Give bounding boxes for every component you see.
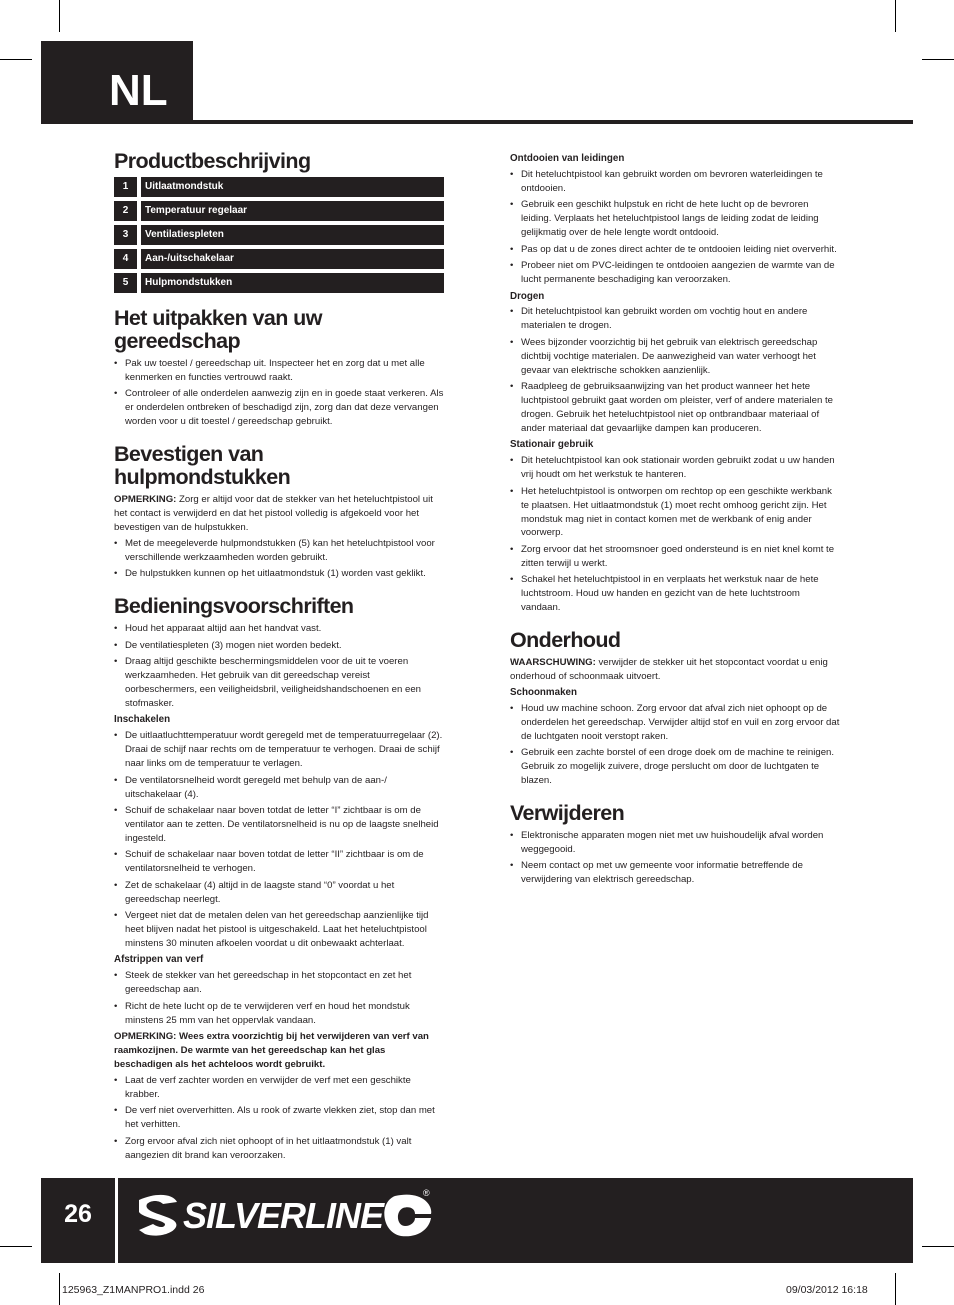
left-column bbox=[114, 150, 444, 1177]
list-item: • Houd het apparaat altijd aan het handvat vast. bbox=[114, 622, 444, 636]
list-item: • Elektronische apparaten mogen niet met uw huishoudelijk afval worden weggegooid. bbox=[510, 829, 840, 857]
bullet-list bbox=[510, 829, 840, 887]
bullet-list bbox=[114, 357, 444, 429]
list-item: • De verf niet oververhitten. Als u rook of zwarte vlekken ziet, stop dan met het verhitten. bbox=[114, 1104, 444, 1132]
subsection-title: Stationair gebruik bbox=[510, 439, 594, 451]
subsection-title: Inschakelen bbox=[114, 714, 171, 726]
list-item: • De hulpstukken kunnen op het uitlaatmondstuk (1) worden vast geklikt. bbox=[114, 567, 444, 581]
list-item: • De ventilatiespleten (3) mogen niet worden bedekt. bbox=[114, 639, 444, 653]
part-number: 5 bbox=[114, 273, 137, 293]
footer-bar bbox=[41, 1178, 913, 1263]
section-title: Productbeschrijving bbox=[114, 149, 311, 173]
list-item: • Raadpleeg de gebruiksaanwijzing van het product wanneer het hete luchtpistool gebruikt gaat worden om pleister, verf of andere materialen te drogen. Gebruik het heteluchtpistool niet op ontbrandbaar materiaal of ander materiaal dat gevaarlijke dampen kan produceren. bbox=[510, 380, 840, 436]
subsection-title: Schoonmaken bbox=[510, 686, 577, 698]
list-item: • Dit heteluchtpistool kan gebruikt worden om bevroren waterleidingen te ontdooien. bbox=[510, 168, 840, 196]
section-title: Het uitpakken van uw gereedschap bbox=[114, 306, 322, 353]
section-product bbox=[114, 150, 444, 293]
list-item: • Dit heteluchtpistool kan ook stationair worden gebruikt zodat u uw handen vrij houdt om het werkstuk te hanteren. bbox=[510, 454, 840, 482]
list-item: • Probeer niet om PVC-leidingen te ontdooien aangezien de warmte van de lucht permanente beschadiging kan veroorzaken. bbox=[510, 259, 840, 287]
bullet-list bbox=[510, 305, 840, 435]
list-item: • Pas op dat u de zones direct achter de te ontdooien leiding niet oververhit. bbox=[510, 243, 840, 257]
crop-mark bbox=[0, 1246, 32, 1247]
list-item: • Dit heteluchtpistool kan gebruikt worden om vochtig hout en andere materialen te drogen. bbox=[510, 305, 840, 333]
part-number: 2 bbox=[114, 201, 137, 221]
footer-file: 125963_Z1MANPRO1.indd 26 bbox=[62, 1284, 205, 1296]
crop-mark bbox=[922, 59, 954, 60]
list-item: • Laat de verf zachter worden en verwijder de verf met een geschikte krabber. bbox=[114, 1074, 444, 1102]
bullet-list bbox=[510, 454, 840, 615]
list-item: • De ventilatorsnelheid wordt geregeld met behulp van de aan-/ uitschakelaar (4). bbox=[114, 774, 444, 802]
list-item: • Controleer of alle onderdelen aanwezig zijn en in goede staat verkeren. Als er onderdelen ontbreken of beschadigd zijn, zorg dan dat deze vervangen worden voor u dit toestel / gereedschap gebruikt. bbox=[114, 387, 444, 429]
part-number: 1 bbox=[114, 177, 137, 197]
subsection-title: Drogen bbox=[510, 290, 545, 302]
section-operation bbox=[114, 595, 444, 1162]
silverline-logo bbox=[133, 1186, 433, 1242]
note-label: OPMERKING: bbox=[114, 494, 177, 506]
list-item: • Met de meegeleverde hulpmondstukken (5) kan het heteluchtpistool voor verschillende werkzaamheden worden gebruikt. bbox=[114, 537, 444, 565]
crop-mark bbox=[0, 59, 32, 60]
header-rule bbox=[41, 120, 913, 124]
footer-datetime: 09/03/2012 16:18 bbox=[786, 1284, 868, 1296]
part-label: Aan-/uitschakelaar bbox=[141, 249, 444, 269]
list-item: • Pak uw toestel / gereedschap uit. Inspecteer het en zorg dat u met alle kenmerken en functies vertrouwd raakt. bbox=[114, 357, 444, 385]
list-item: • Draag altijd geschikte beschermingsmiddelen voor de uit te voeren werkzaamheden. Het gebruik van dit gereedschap vereist oorbeschermers, een veiligheidsbril, veiligheidshandschoenen en een stofmasker. bbox=[114, 655, 444, 711]
warning-text: verwijder de stekker uit het stopcontact voordat u enig onderhoud of schoonmaak uitvoert. bbox=[510, 657, 828, 682]
bullet-list bbox=[114, 969, 444, 1027]
list-item: • Schakel het heteluchtpistool in en verplaats het werkstuk naar de hete luchtstroom. Houd uw handen en gezicht van de hete luchtstroom vandaan. bbox=[510, 573, 840, 615]
bullet-list bbox=[114, 729, 444, 951]
note-text: Zorg er altijd voor dat de stekker van het heteluchtpistool uit het contact is verwijderd en dat het pistool volledig is afgekoeld voor het bevestigen van de hulpstukken. bbox=[114, 494, 433, 533]
part-number: 3 bbox=[114, 225, 137, 245]
registered-mark: ® bbox=[423, 1188, 430, 1198]
list-item: • Gebruik een zachte borstel of een droge doek om de machine te reinigen. Gebruik zo mogelijk zuivere, droge perslucht om door de luchtgaten te blazen. bbox=[510, 746, 840, 788]
list-item: • Neem contact op met uw gemeente voor informatie betreffende de verwijdering van elektrisch gereedschap. bbox=[510, 859, 840, 887]
section-attach bbox=[114, 443, 444, 581]
part-row bbox=[114, 225, 444, 245]
section-unpack bbox=[114, 307, 444, 429]
parts-table bbox=[114, 177, 444, 293]
part-label: Temperatuur regelaar bbox=[141, 201, 444, 221]
list-item: • Zorg ervoor dat het stroomsnoer goed ondersteund is en niet knel komt te zitten terwijl u werkt. bbox=[510, 543, 840, 571]
bullet-list bbox=[510, 702, 840, 788]
brand-name: SILVERLINE bbox=[183, 1195, 384, 1236]
list-item: • Het heteluchtpistool is ontworpen om rechtop op een geschikte werkbank te plaatsen. Het uitlaatmondstuk (1) moet recht omhoog gericht zijn. Het mondstuk mag niet in contact komen met de werkbank of enig ander voorwerp. bbox=[510, 485, 840, 541]
list-item: • Schuif de schakelaar naar boven totdat de letter “II” zichtbaar is om de ventilatorsnelheid te verhogen. bbox=[114, 848, 444, 876]
part-row bbox=[114, 273, 444, 293]
part-row bbox=[114, 177, 444, 197]
note-paragraph bbox=[114, 493, 444, 535]
section-title: Verwijderen bbox=[510, 800, 625, 825]
bullet-list bbox=[114, 537, 444, 581]
crop-mark bbox=[922, 1246, 954, 1247]
crop-mark bbox=[895, 0, 896, 32]
part-row bbox=[114, 249, 444, 269]
list-item: • Zet de schakelaar (4) altijd in de laagste stand “0” voordat u het gereedschap neerlegt. bbox=[114, 879, 444, 907]
part-label: Uitlaatmondstuk bbox=[141, 177, 444, 197]
section-title: Bedieningsvoorschriften bbox=[114, 594, 354, 619]
list-item: • Schuif de schakelaar naar boven totdat de letter “I” zichtbaar is om de ventilator aan te zetten. De ventilatorsnelheid is nu op de laagste snelheid ingesteld. bbox=[114, 804, 444, 846]
part-label: Hulpmondstukken bbox=[141, 273, 444, 293]
bullet-list bbox=[114, 1074, 444, 1163]
list-item: • Vergeet niet dat de metalen delen van het gereedschap aanzienlijke tijd heet blijven nadat het pistool is uitgeschakeld. Laat het heteluchtpistool minstens 30 minuten afkoelen voordat u dit onbewaakt achterlaat. bbox=[114, 909, 444, 951]
warning-note: OPMERKING: Wees extra voorzichtig bij het verwijderen van verf van raamkozijnen. De warmte van het gereedschap kan het glas beschadigen als het achteloos wordt gebruikt. bbox=[114, 1031, 429, 1070]
bullet-list bbox=[510, 168, 840, 287]
list-item: • De uitlaatluchttemperatuur wordt geregeld met de temperatuurregelaar (2). Draai de schijf naar rechts om de temperatuur te verhogen. Draai de schijf naar links om de temperatuur te verlagen. bbox=[114, 729, 444, 771]
divider bbox=[115, 1178, 118, 1263]
list-item: • Wees bijzonder voorzichtig bij het gebruik van elektrisch gereedschap dichtbij vochtige materialen. De aanwezigheid van water verhoogt het gevaar van elektrische schokken aanzienlijk. bbox=[510, 336, 840, 378]
section-maintenance bbox=[510, 629, 840, 788]
list-item: • Steek de stekker van het gereedschap in het stopcontact en zet het gereedschap aan. bbox=[114, 969, 444, 997]
section-title: Bevestigen van hulpmondstukken bbox=[114, 442, 291, 490]
right-column bbox=[510, 152, 840, 901]
part-label: Ventilatiespleten bbox=[141, 225, 444, 245]
bullet-list bbox=[114, 622, 444, 711]
warning-paragraph bbox=[510, 656, 840, 684]
language-tab: NL bbox=[41, 41, 193, 123]
list-item: • Gebruik een geschikt hulpstuk en richt de hete lucht op de bevroren leiding. Verplaats het heteluchtpistool langs de leiding zodat de leiding gelijkmatig over de hele lengte wordt ontdooid. bbox=[510, 198, 840, 240]
crop-mark bbox=[59, 0, 60, 32]
subsection-title: Afstrippen van verf bbox=[114, 954, 204, 966]
list-item: • Houd uw machine schoon. Zorg ervoor dat afval zich niet ophoopt op de onderdelen het gereedschap. Verwijder altijd stof en vuil en zorg ervoor dat de luchtgaten nooit verstopt raken. bbox=[510, 702, 840, 744]
warning-label: WAARSCHUWING: bbox=[510, 657, 596, 669]
part-row bbox=[114, 201, 444, 221]
subsection-title: Ontdooien van leidingen bbox=[510, 153, 625, 164]
list-item: • Zorg ervoor afval zich niet ophoopt of in het uitlaatmondstuk (1) valt aangezien dit brand kan veroorzaken. bbox=[114, 1135, 444, 1163]
section-disposal bbox=[510, 802, 840, 887]
crop-mark bbox=[59, 1273, 60, 1305]
list-item: • Richt de hete lucht op de te verwijderen verf en houd het mondstuk minstens 25 mm van het oppervlak vandaan. bbox=[114, 1000, 444, 1028]
page-number: 26 bbox=[64, 1200, 92, 1228]
section-title: Onderhoud bbox=[510, 628, 621, 653]
crop-mark bbox=[895, 1273, 896, 1305]
part-number: 4 bbox=[114, 249, 137, 269]
